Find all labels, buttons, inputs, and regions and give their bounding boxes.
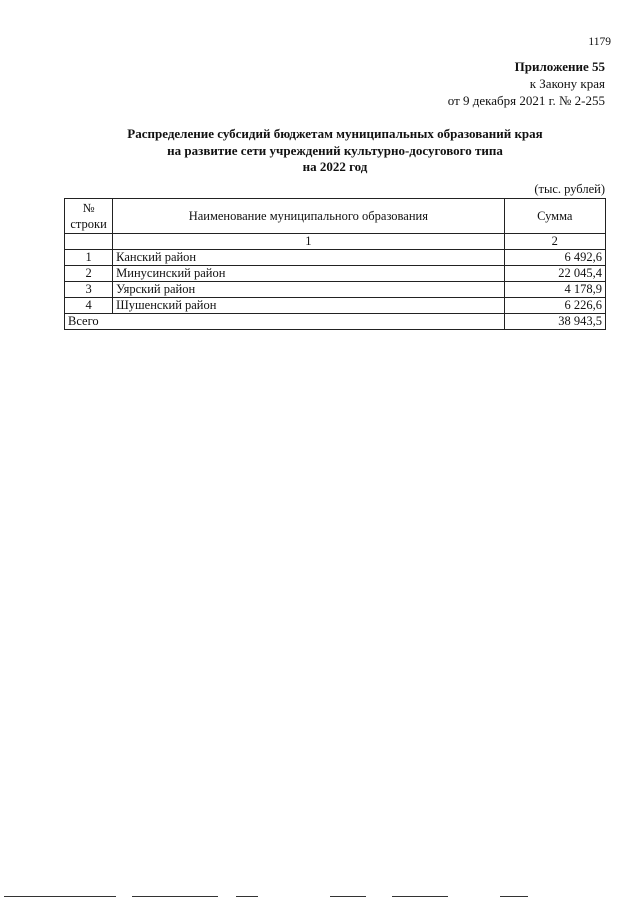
row-number: 3 — [65, 282, 113, 298]
appendix-block — [448, 58, 605, 109]
municipality-name: Уярский район — [113, 282, 504, 298]
header-municipality-name: Наименование муниципального образования — [113, 199, 504, 234]
column-number-blank — [65, 234, 113, 250]
page-number: 1179 — [588, 36, 611, 48]
table-header-row — [65, 199, 606, 234]
table-row — [65, 298, 606, 314]
row-number: 1 — [65, 250, 113, 266]
table-row — [65, 250, 606, 266]
appendix-law-reference: к Закону края — [529, 76, 605, 91]
subsidy-sum: 6 226,6 — [504, 298, 605, 314]
column-number-2: 2 — [504, 234, 605, 250]
document-heading — [64, 126, 606, 176]
heading-line-2: на развитие сети учреждений культурно-досугового типа — [167, 142, 503, 158]
appendix-law-date: от 9 декабря 2021 г. № 2-255 — [447, 93, 605, 108]
total-sum: 38 943,5 — [504, 314, 605, 330]
subsidy-sum: 4 178,9 — [504, 282, 605, 298]
row-number: 2 — [65, 266, 113, 282]
subsidy-sum: 22 045,4 — [504, 266, 605, 282]
unit-note: (тыс. рублей) — [534, 182, 605, 196]
municipality-name: Шушенский район — [113, 298, 504, 314]
total-label: Всего — [65, 314, 505, 330]
municipality-name: Канский район — [113, 250, 504, 266]
row-number: 4 — [65, 298, 113, 314]
municipality-name: Минусинский район — [113, 266, 504, 282]
table-row — [65, 266, 606, 282]
appendix-title: Приложение 55 — [514, 59, 605, 74]
heading-line-3: на 2022 год — [302, 159, 368, 174]
column-number-1: 1 — [113, 234, 504, 250]
table-row — [65, 282, 606, 298]
total-row — [65, 314, 606, 330]
header-row-number-symbol: № — [82, 201, 95, 215]
scan-footer-rule — [0, 896, 639, 900]
subsidy-sum: 6 492,6 — [504, 250, 605, 266]
subsidy-table — [64, 198, 606, 330]
column-numbering-row — [65, 234, 606, 250]
header-row-number-label: строки — [70, 217, 107, 231]
header-row-number — [65, 199, 113, 234]
header-sum: Сумма — [504, 199, 605, 234]
heading-line-1: Распределение субсидий бюджетам муниципальных образований края — [127, 126, 543, 141]
